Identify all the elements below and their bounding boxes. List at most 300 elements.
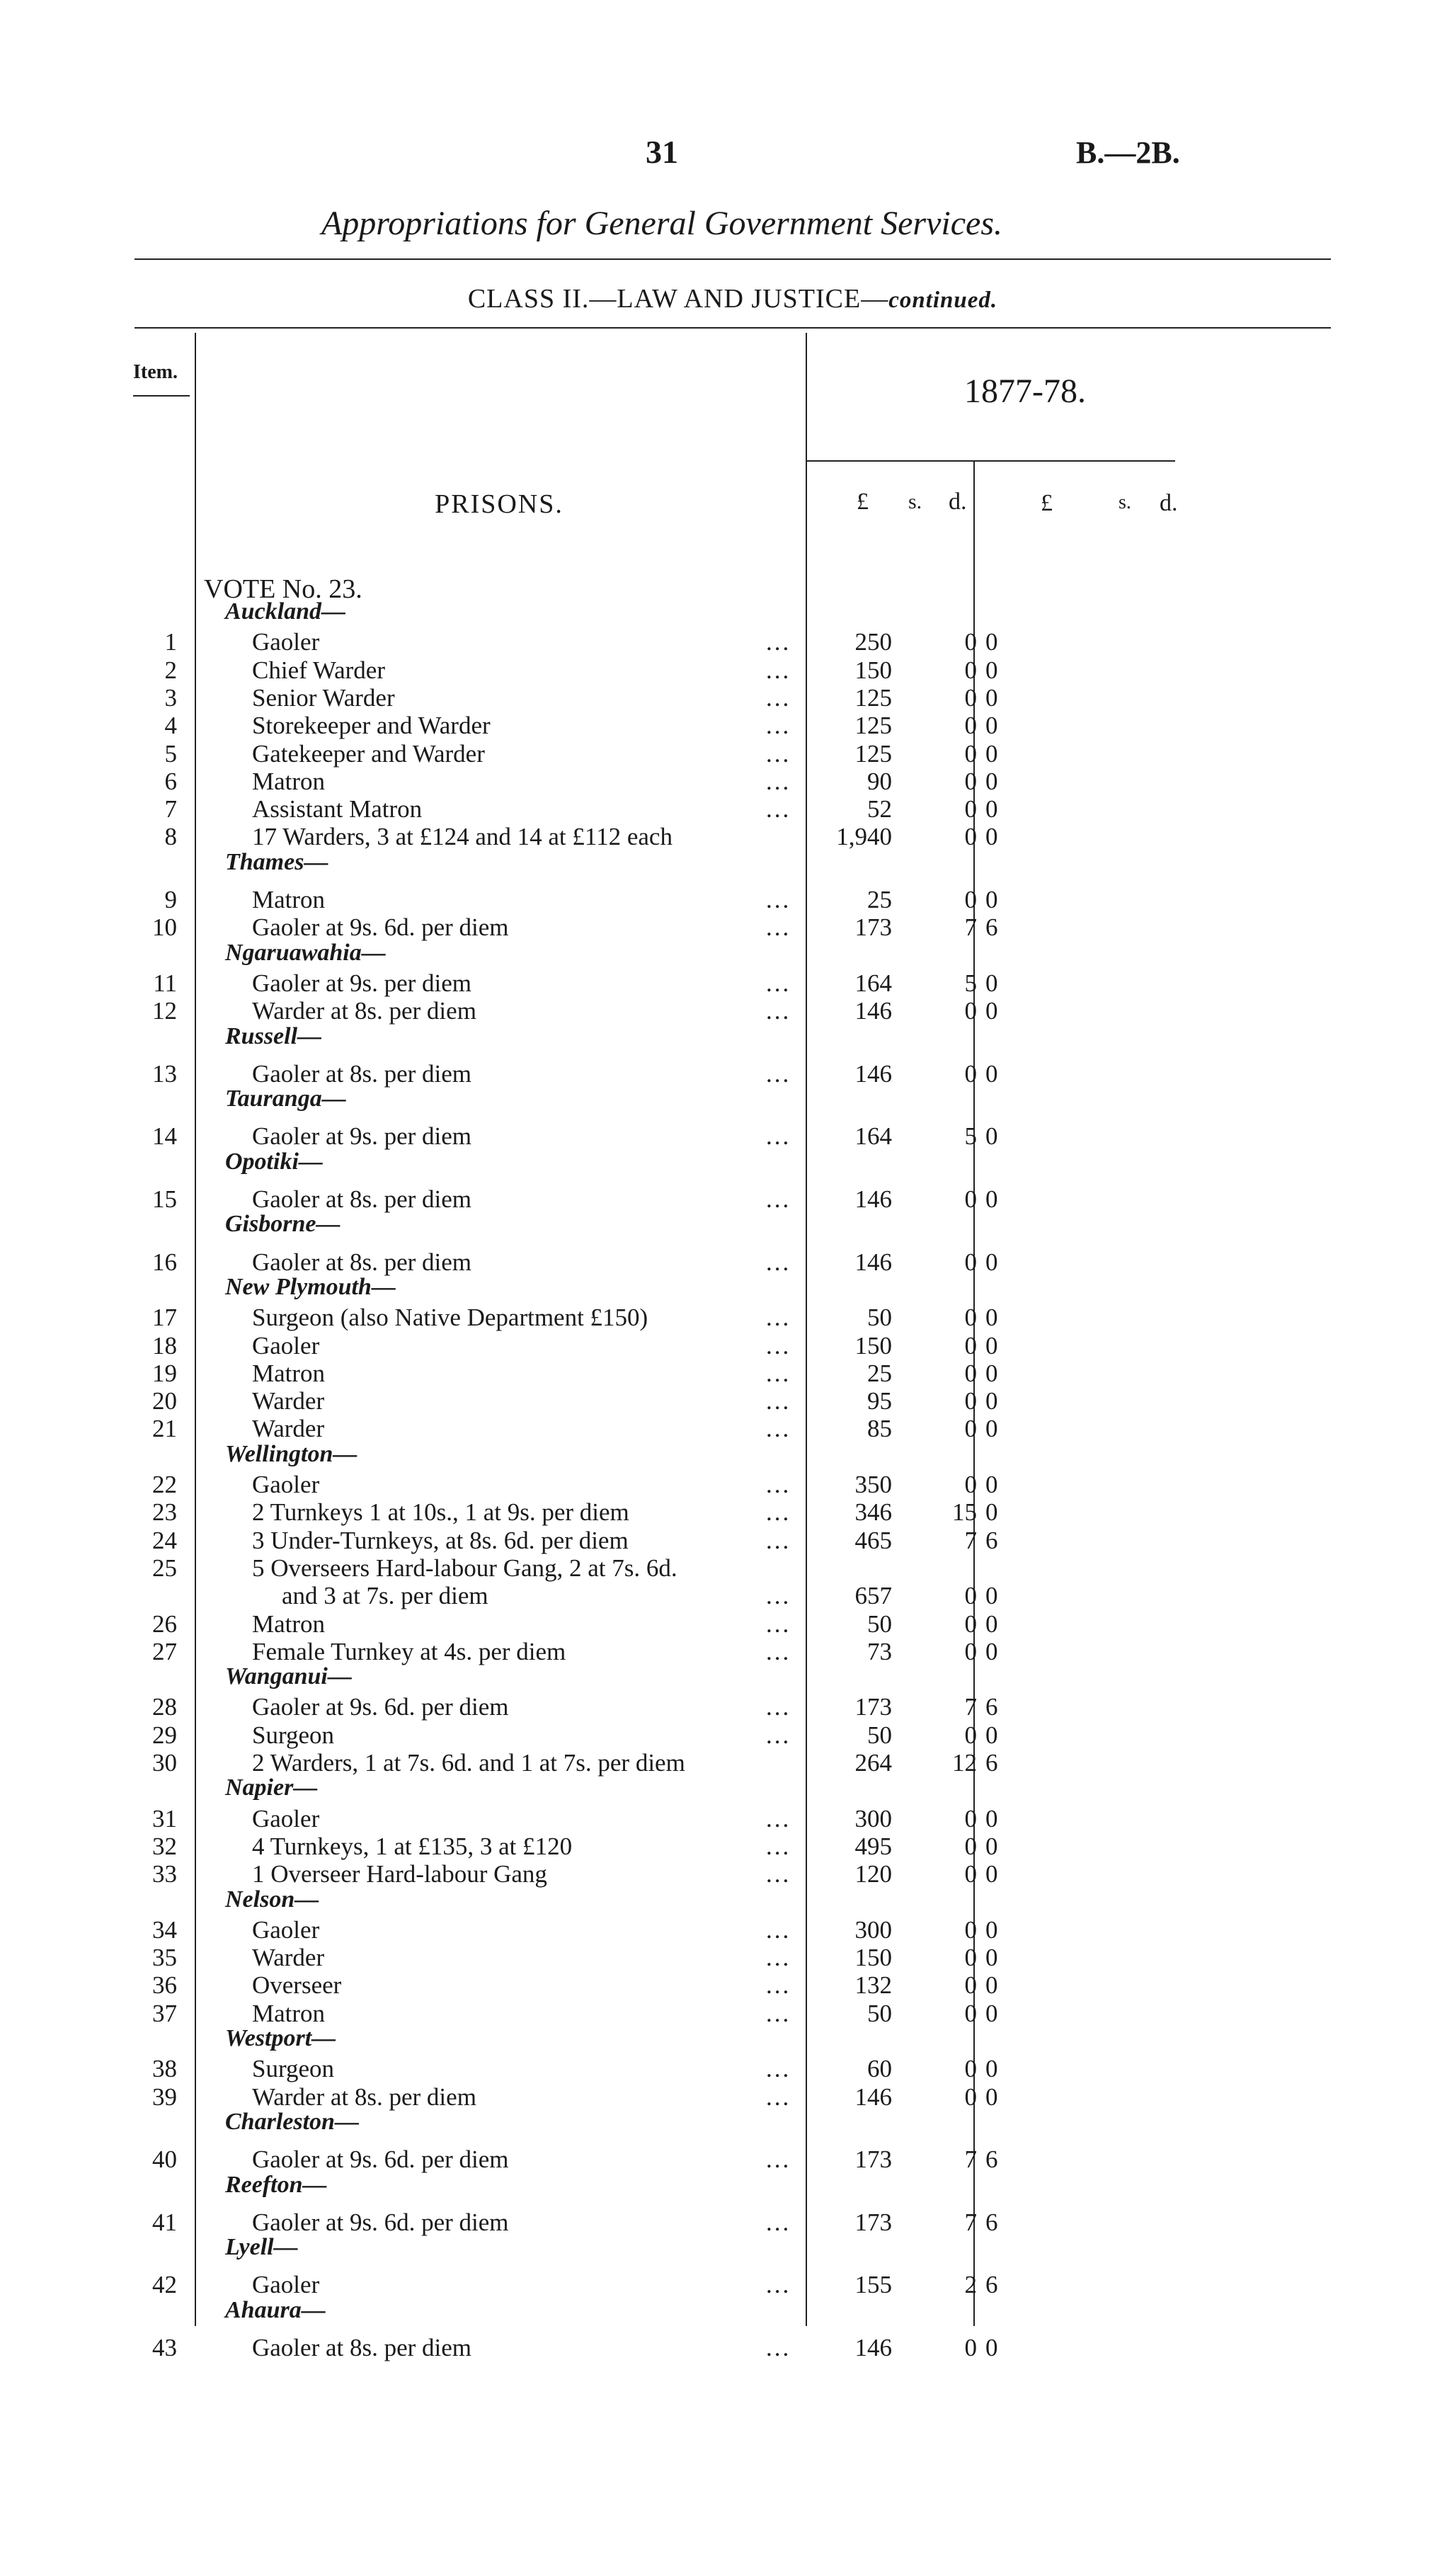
item-description: 5 Overseers Hard-labour Gang, 2 at 7s. 6d. <box>252 1554 677 1582</box>
amount-pence: 0 <box>985 1248 998 1276</box>
amount-shillings: 0 <box>964 2082 977 2111</box>
item-description: Chief Warder <box>252 656 385 684</box>
amount-shillings: 0 <box>964 1059 977 1088</box>
amount-pence: 0 <box>985 1860 998 1888</box>
item-header-rule <box>133 395 190 397</box>
amount-shillings: 0 <box>964 1944 977 1972</box>
leader-dots: ... <box>766 1331 791 1360</box>
amount-pence: 0 <box>985 1999 998 2027</box>
amount-pounds: 465 <box>854 1526 892 1554</box>
amount-pence: 6 <box>985 1749 998 1777</box>
amount-pounds: 120 <box>854 1860 892 1888</box>
amount-shillings: 0 <box>964 1971 977 2000</box>
item-description: 2 Warders, 1 at 7s. 6d. and 1 at 7s. per diem <box>252 1749 685 1777</box>
item-number: 17 <box>152 1304 177 1332</box>
district-heading: Russell— <box>225 1022 322 1049</box>
table-row <box>0 628 1430 656</box>
amount-pounds: 125 <box>854 739 892 768</box>
item-number: 20 <box>152 1387 177 1415</box>
shillings-header-1: s. <box>908 490 922 513</box>
amount-pounds: 25 <box>867 886 892 913</box>
item-number: 2 <box>164 656 177 684</box>
item-number: 31 <box>152 1804 177 1833</box>
amount-pounds: 95 <box>867 1387 892 1415</box>
leader-dots: ... <box>766 767 791 795</box>
amount-shillings: 0 <box>964 1331 977 1360</box>
amount-pounds: 164 <box>854 969 892 997</box>
amount-pence: 0 <box>985 1471 998 1498</box>
leader-dots: ... <box>766 1387 791 1415</box>
amount-pounds: 125 <box>854 712 892 740</box>
table-row <box>0 1916 1430 1944</box>
table-row <box>0 1638 1430 1666</box>
item-description: Surgeon <box>252 1721 335 1749</box>
table-row <box>0 1471 1430 1499</box>
amount-shillings: 0 <box>964 1609 977 1638</box>
leader-dots: ... <box>766 913 791 942</box>
item-number: 6 <box>164 767 177 795</box>
item-number: 15 <box>152 1185 177 1213</box>
amount-pence: 6 <box>985 2208 998 2236</box>
item-number: 34 <box>152 1915 177 1944</box>
item-number: 18 <box>152 1331 177 1360</box>
item-number: 7 <box>164 795 177 823</box>
item-number: 27 <box>152 1637 177 1665</box>
district-heading: Ahaura— <box>225 2296 326 2323</box>
amount-shillings: 7 <box>964 1693 977 1721</box>
amount-shillings: 7 <box>964 2208 977 2236</box>
item-description: Gaoler <box>252 1804 320 1833</box>
amount-pence: 6 <box>985 913 998 942</box>
leader-dots: ... <box>766 1185 791 1213</box>
amount-pounds: 164 <box>854 1122 892 1151</box>
item-description: Surgeon (also Native Department £150) <box>252 1304 648 1332</box>
amount-pence: 0 <box>985 1609 998 1638</box>
item-number: 30 <box>152 1749 177 1777</box>
leader-dots: ... <box>766 1860 791 1888</box>
amount-shillings: 0 <box>964 683 977 712</box>
amount-shillings: 15 <box>952 1498 977 1527</box>
leader-dots: ... <box>766 2208 791 2236</box>
year-rule <box>807 460 1175 462</box>
class-heading-text: CLASS II.—LAW AND JUSTICE— <box>467 284 889 314</box>
item-description: Gaoler at 8s. per diem <box>252 1248 472 1276</box>
section-heading: PRISONS. <box>435 489 564 519</box>
leader-dots: ... <box>766 1609 791 1638</box>
leader-dots: ... <box>766 656 791 684</box>
table-row <box>0 1527 1430 1555</box>
leader-dots: ... <box>766 1415 791 1443</box>
amount-pence: 6 <box>985 1526 998 1554</box>
shillings-header-2: s. <box>1119 491 1131 513</box>
amount-pence: 6 <box>985 1693 998 1721</box>
amount-pounds: 52 <box>867 795 892 823</box>
item-number: 10 <box>152 913 177 942</box>
leader-dots: ... <box>766 2082 791 2111</box>
table-row <box>0 1122 1430 1151</box>
class-continued: continued. <box>888 287 998 313</box>
item-number: 36 <box>152 1971 177 2000</box>
table-row <box>0 969 1430 998</box>
amount-pounds: 73 <box>867 1637 892 1665</box>
table-row <box>0 2000 1430 2028</box>
amount-shillings: 0 <box>964 2055 977 2083</box>
vote-number: VOTE No. 23. <box>204 574 362 604</box>
amount-shillings: 0 <box>964 656 977 684</box>
item-description: Storekeeper and Warder <box>252 712 491 740</box>
item-number: 11 <box>153 969 177 997</box>
table-row <box>0 1971 1430 2000</box>
item-number: 16 <box>152 1248 177 1276</box>
table-row-continuation <box>0 1582 1430 1610</box>
amount-pence: 0 <box>985 969 998 997</box>
item-number: 37 <box>152 1999 177 2027</box>
item-description: Gaoler <box>252 1471 320 1498</box>
amount-pence: 0 <box>985 2334 998 2361</box>
item-description: Gaoler at 9s. 6d. per diem <box>252 2208 509 2236</box>
item-description: 17 Warders, 3 at £124 and 14 at £112 each <box>252 823 673 851</box>
amount-shillings: 0 <box>964 1471 977 1498</box>
table-row <box>0 1833 1430 1861</box>
district-heading: Napier— <box>225 1774 318 1801</box>
table-row <box>0 1185 1430 1214</box>
amount-shillings: 0 <box>964 1999 977 2027</box>
amount-pounds: 25 <box>867 1359 892 1387</box>
amount-pence: 0 <box>985 712 998 740</box>
amount-pounds: 146 <box>854 2082 892 2111</box>
table-row <box>0 823 1430 851</box>
pence-header-2: d. <box>1160 490 1178 516</box>
item-description: Gaoler at 9s. 6d. per diem <box>252 2145 509 2174</box>
leader-dots: ... <box>766 2271 791 2299</box>
item-description: Overseer <box>252 1971 342 2000</box>
amount-pounds: 132 <box>854 1971 892 2000</box>
item-number: 1 <box>164 628 177 656</box>
amount-pounds: 250 <box>854 628 892 656</box>
leader-dots: ... <box>766 1637 791 1665</box>
item-description: Gaoler at 9s. 6d. per diem <box>252 913 509 942</box>
amount-pounds: 146 <box>854 997 892 1025</box>
district-heading: Auckland— <box>225 598 346 625</box>
item-number: 29 <box>152 1721 177 1749</box>
amount-pence: 0 <box>985 1122 998 1151</box>
item-number: 19 <box>152 1359 177 1387</box>
item-number: 42 <box>152 2271 177 2299</box>
table-row <box>0 2334 1430 2362</box>
item-number: 43 <box>152 2334 177 2361</box>
item-number: 3 <box>164 683 177 712</box>
amount-pounds: 146 <box>854 1185 892 1213</box>
table-row <box>0 1360 1430 1388</box>
item-description: Gaoler at 9s. per diem <box>252 969 472 997</box>
item-description: 1 Overseer Hard-labour Gang <box>252 1860 547 1888</box>
item-description: 3 Under-Turnkeys, at 8s. 6d. per diem <box>252 1526 629 1554</box>
amount-pence: 0 <box>985 1832 998 1860</box>
page-number: 31 <box>646 134 678 170</box>
amount-pounds: 173 <box>854 2145 892 2174</box>
title-rule <box>135 258 1331 260</box>
amount-shillings: 5 <box>964 969 977 997</box>
amount-shillings: 0 <box>964 1582 977 1610</box>
leader-dots: ... <box>766 2055 791 2083</box>
leader-dots: ... <box>766 997 791 1025</box>
amount-pounds: 300 <box>854 1915 892 1944</box>
item-description: Matron <box>252 767 326 795</box>
leader-dots: ... <box>766 1999 791 2027</box>
district-heading: Wellington— <box>225 1440 358 1467</box>
amount-pence: 0 <box>985 739 998 768</box>
amount-shillings: 0 <box>964 739 977 768</box>
item-description: Warder <box>252 1415 325 1443</box>
table-row <box>0 886 1430 914</box>
amount-pence: 0 <box>985 1804 998 1833</box>
amount-pence: 0 <box>985 1498 998 1527</box>
district-heading: New Plymouth— <box>225 1273 396 1300</box>
district-heading: Nelson— <box>225 1886 319 1913</box>
amount-shillings: 0 <box>964 1185 977 1213</box>
amount-pounds: 60 <box>867 2055 892 2083</box>
table-row <box>0 1415 1430 1443</box>
amount-pence: 0 <box>985 886 998 913</box>
item-number: 35 <box>152 1944 177 1972</box>
leader-dots: ... <box>766 1721 791 1749</box>
amount-shillings: 0 <box>964 823 977 851</box>
amount-pence: 0 <box>985 2055 998 2083</box>
leader-dots: ... <box>766 2334 791 2361</box>
item-description: Gaoler at 9s. 6d. per diem <box>252 1693 509 1721</box>
item-description: 2 Turnkeys 1 at 10s., 1 at 9s. per diem <box>252 1498 629 1527</box>
item-number: 5 <box>164 739 177 768</box>
amount-pounds: 50 <box>867 1609 892 1638</box>
pounds-header-1: £ <box>857 489 869 515</box>
amount-pence: 0 <box>985 823 998 851</box>
item-number: 24 <box>152 1526 177 1554</box>
leader-dots: ... <box>766 969 791 997</box>
leader-dots: ... <box>766 1804 791 1833</box>
item-number: 8 <box>164 823 177 851</box>
district-heading: Thames— <box>225 848 328 875</box>
item-description: Gaoler at 9s. per diem <box>252 1122 472 1151</box>
item-number: 32 <box>152 1832 177 1860</box>
leader-dots: ... <box>766 628 791 656</box>
amount-shillings: 5 <box>964 1122 977 1151</box>
item-description: Gatekeeper and Warder <box>252 739 485 768</box>
item-number: 13 <box>152 1059 177 1088</box>
amount-pence: 0 <box>985 1185 998 1213</box>
district-heading: Opotiki— <box>225 1148 323 1175</box>
amount-pence: 0 <box>985 1721 998 1749</box>
amount-pounds: 173 <box>854 2208 892 2236</box>
amount-pounds: 350 <box>854 1471 892 1498</box>
item-description: Matron <box>252 1359 326 1387</box>
amount-shillings: 2 <box>964 2271 977 2299</box>
table-row <box>0 2055 1430 2083</box>
table-row <box>0 2083 1430 2111</box>
district-heading: Ngaruawahia— <box>225 939 386 966</box>
amount-pence: 0 <box>985 1415 998 1443</box>
amount-pence: 0 <box>985 2082 998 2111</box>
table-row <box>0 1554 1430 1583</box>
item-description: Warder at 8s. per diem <box>252 2082 476 2111</box>
table-row <box>0 656 1430 685</box>
amount-shillings: 0 <box>964 1248 977 1276</box>
leader-dots: ... <box>766 1059 791 1088</box>
amount-shillings: 0 <box>964 2334 977 2361</box>
amount-pounds: 155 <box>854 2271 892 2299</box>
table-row <box>0 1304 1430 1332</box>
district-heading: Reefton— <box>225 2171 327 2198</box>
leader-dots: ... <box>766 1304 791 1332</box>
amount-shillings: 12 <box>952 1749 977 1777</box>
amount-shillings: 7 <box>964 2145 977 2174</box>
item-number: 28 <box>152 1693 177 1721</box>
item-description: 4 Turnkeys, 1 at £135, 3 at £120 <box>252 1832 573 1860</box>
item-description: Assistant Matron <box>252 795 423 823</box>
item-description: Gaoler at 8s. per diem <box>252 2334 472 2361</box>
leader-dots: ... <box>766 739 791 768</box>
leader-dots: ... <box>766 1582 791 1610</box>
item-description: Gaoler at 8s. per diem <box>252 1059 472 1088</box>
table-row <box>0 768 1430 796</box>
district-heading: Wanganui— <box>225 1663 352 1690</box>
table-row <box>0 1248 1430 1277</box>
amount-pounds: 85 <box>867 1415 892 1443</box>
amount-pence: 0 <box>985 1915 998 1944</box>
item-description: Matron <box>252 1609 326 1638</box>
leader-dots: ... <box>766 795 791 823</box>
table-row <box>0 997 1430 1025</box>
amount-pence: 0 <box>985 1304 998 1332</box>
leader-dots: ... <box>766 1832 791 1860</box>
leader-dots: ... <box>766 712 791 740</box>
leader-dots: ... <box>766 1122 791 1151</box>
amount-shillings: 0 <box>964 767 977 795</box>
item-number: 33 <box>152 1860 177 1888</box>
pence-header-1: d. <box>949 489 967 515</box>
item-description: and 3 at 7s. per diem <box>282 1582 488 1610</box>
item-number: 4 <box>164 712 177 740</box>
table-row <box>0 1610 1430 1639</box>
district-heading: Gisborne— <box>225 1211 341 1238</box>
table-row <box>0 2271 1430 2299</box>
table-row <box>0 1944 1430 1972</box>
amount-shillings: 0 <box>964 1860 977 1888</box>
leader-dots: ... <box>766 1693 791 1721</box>
item-number: 40 <box>152 2145 177 2174</box>
amount-pence: 0 <box>985 1331 998 1360</box>
item-description: Matron <box>252 1999 326 2027</box>
table-row <box>0 684 1430 712</box>
amount-shillings: 0 <box>964 1721 977 1749</box>
item-description: Gaoler <box>252 2271 320 2299</box>
amount-pence: 0 <box>985 683 998 712</box>
table-row <box>0 1387 1430 1415</box>
table-row <box>0 1749 1430 1777</box>
item-number: 38 <box>152 2055 177 2083</box>
leader-dots: ... <box>766 683 791 712</box>
amount-pounds: 50 <box>867 1721 892 1749</box>
leader-dots: ... <box>766 1359 791 1387</box>
district-heading: Westport— <box>225 2025 336 2051</box>
amount-shillings: 7 <box>964 913 977 942</box>
item-number: 25 <box>152 1554 177 1582</box>
item-description: Gaoler <box>252 628 320 656</box>
table-row <box>0 795 1430 823</box>
item-description: Gaoler at 8s. per diem <box>252 1185 472 1213</box>
item-column-header: Item. <box>133 361 178 383</box>
leader-dots: ... <box>766 886 791 913</box>
item-number: 23 <box>152 1498 177 1527</box>
leader-dots: ... <box>766 1944 791 1972</box>
amount-pounds: 125 <box>854 683 892 712</box>
amount-pence: 6 <box>985 2145 998 2174</box>
item-number: 22 <box>152 1471 177 1498</box>
amount-shillings: 0 <box>964 712 977 740</box>
amount-pounds: 173 <box>854 913 892 942</box>
item-description: Surgeon <box>252 2055 335 2083</box>
amount-pounds: 495 <box>854 1832 892 1860</box>
item-description: Gaoler <box>252 1331 320 1360</box>
class-heading <box>135 283 1331 314</box>
amount-pounds: 146 <box>854 1059 892 1088</box>
table-row <box>0 1805 1430 1833</box>
amount-pence: 0 <box>985 656 998 684</box>
district-heading: Charleston— <box>225 2108 359 2135</box>
leader-dots: ... <box>766 1526 791 1554</box>
year-heading: 1877-78. <box>964 372 1086 410</box>
leader-dots: ... <box>766 1498 791 1527</box>
amount-pounds: 264 <box>854 1749 892 1777</box>
item-number: 26 <box>152 1609 177 1638</box>
table-row <box>0 1060 1430 1088</box>
amount-pounds: 146 <box>854 2334 892 2361</box>
table-row <box>0 1332 1430 1360</box>
table-top-rule <box>135 327 1331 329</box>
amount-pence: 0 <box>985 997 998 1025</box>
amount-pence: 0 <box>985 795 998 823</box>
item-description: Matron <box>252 886 326 913</box>
amount-pounds: 150 <box>854 1944 892 1972</box>
amount-pounds: 90 <box>867 767 892 795</box>
amount-pence: 0 <box>985 1582 998 1610</box>
amount-pence: 0 <box>985 628 998 656</box>
leader-dots: ... <box>766 1971 791 2000</box>
amount-pence: 6 <box>985 2271 998 2299</box>
amount-shillings: 0 <box>964 1359 977 1387</box>
amount-shillings: 0 <box>964 795 977 823</box>
amount-pounds: 1,940 <box>836 823 892 851</box>
amount-pounds: 346 <box>854 1498 892 1527</box>
table-row <box>0 913 1430 942</box>
item-number: 9 <box>164 886 177 913</box>
amount-shillings: 0 <box>964 997 977 1025</box>
amount-shillings: 0 <box>964 628 977 656</box>
item-description: Warder <box>252 1387 325 1415</box>
amount-shillings: 0 <box>964 1637 977 1665</box>
pounds-header-2: £ <box>1041 490 1053 516</box>
page-title: Appropriations for General Government Services. <box>321 205 1003 242</box>
item-number: 39 <box>152 2082 177 2111</box>
amount-shillings: 7 <box>964 1526 977 1554</box>
amount-shillings: 0 <box>964 1415 977 1443</box>
table-row <box>0 1721 1430 1750</box>
amount-pounds: 146 <box>854 1248 892 1276</box>
item-number: 41 <box>152 2208 177 2236</box>
leader-dots: ... <box>766 1915 791 1944</box>
amount-pence: 0 <box>985 1359 998 1387</box>
amount-pence: 0 <box>985 767 998 795</box>
amount-pounds: 300 <box>854 1804 892 1833</box>
